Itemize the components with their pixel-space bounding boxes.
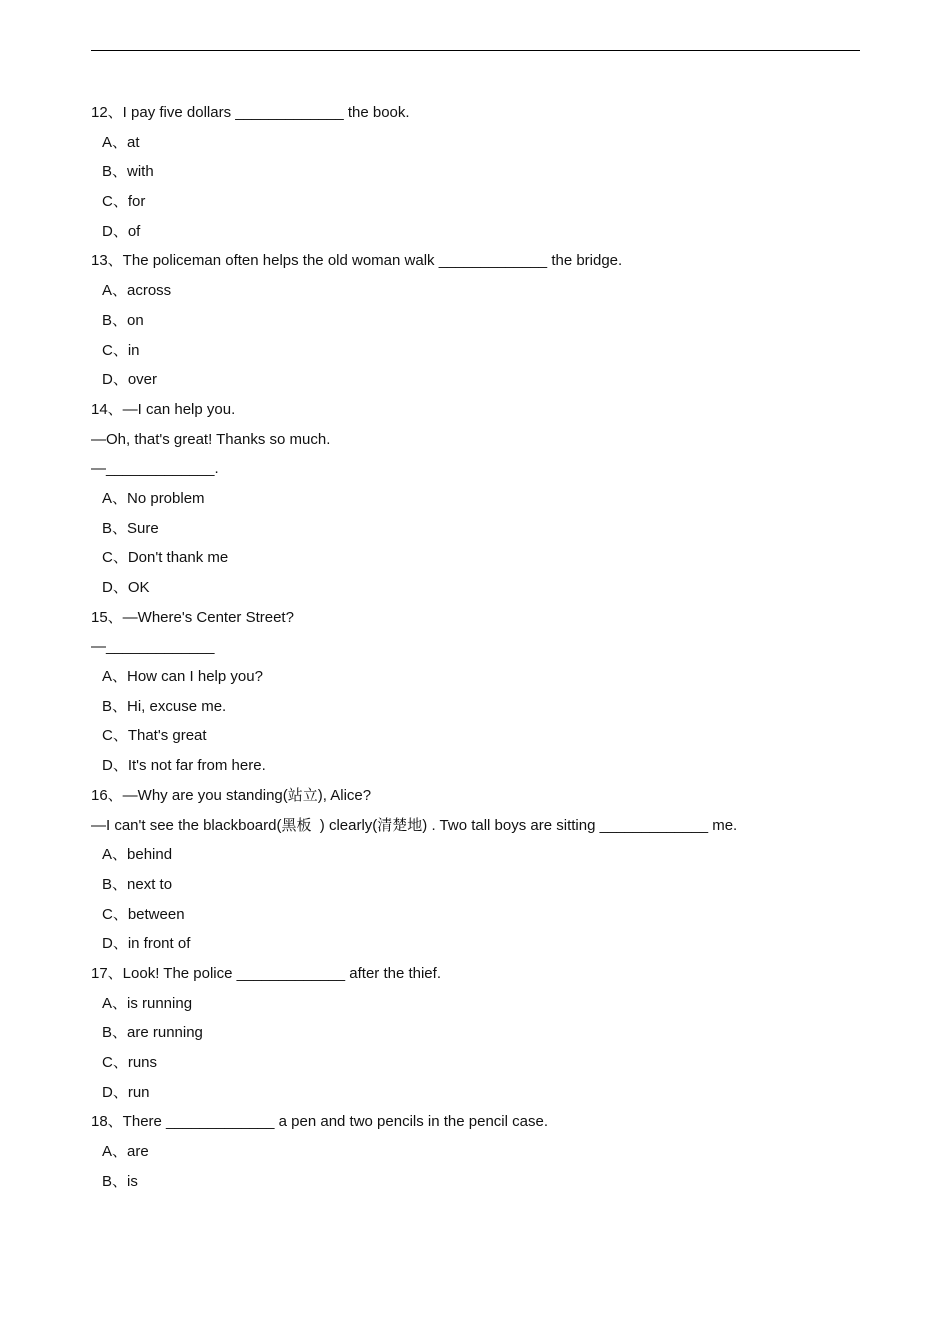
option-a[interactable]: A、are — [102, 1143, 149, 1161]
question-14 — [91, 395, 871, 603]
option-d[interactable]: D、over — [102, 371, 158, 389]
option-d[interactable]: D、run — [102, 1083, 150, 1101]
question-15 — [91, 603, 871, 781]
question-stem: 15、—Where's Center Street? — [91, 608, 294, 626]
option-c[interactable]: C、That's great — [102, 727, 207, 745]
header-rule — [91, 50, 860, 51]
question-stem: 16、—Why are you standing(站立), Alice? — [91, 786, 372, 804]
option-b[interactable]: B、with — [102, 163, 154, 181]
question-stem: 13、The policeman often helps the old woman walk _____________ the bridge. — [91, 252, 623, 270]
question-17 — [91, 959, 871, 1107]
option-a[interactable]: A、at — [102, 133, 140, 151]
dialogue-line: —Oh, that's great! Thanks so much. — [91, 430, 331, 448]
option-d[interactable]: D、in front of — [102, 935, 191, 953]
question-stem: 18、There _____________ a pen and two pencils in the pencil case. — [91, 1113, 548, 1131]
option-a[interactable]: A、behind — [102, 846, 173, 864]
option-a[interactable]: A、across — [102, 282, 172, 300]
question-stem: 17、Look! The police _____________ after the thief. — [91, 964, 441, 982]
dialogue-blank-line: —_____________ — [91, 638, 215, 656]
option-a[interactable]: A、No problem — [102, 489, 205, 507]
option-a[interactable]: A、is running — [102, 994, 193, 1012]
option-a[interactable]: A、How can I help you? — [102, 668, 263, 686]
dialogue-blank-line: —_____________. — [91, 460, 219, 478]
question-stem: 14、—I can help you. — [91, 400, 236, 418]
question-16 — [91, 781, 871, 959]
option-c[interactable]: C、runs — [102, 1054, 158, 1071]
question-stem: 12、I pay five dollars _____________ the book. — [91, 104, 410, 121]
option-c[interactable]: C、for — [102, 193, 146, 211]
question-12 — [91, 98, 871, 246]
question-13 — [91, 246, 871, 394]
option-b[interactable]: B、is — [102, 1172, 138, 1190]
option-d[interactable]: D、of — [102, 222, 141, 240]
option-d[interactable]: D、OK — [102, 579, 150, 596]
option-b[interactable]: B、next to — [102, 875, 173, 893]
option-b[interactable]: B、Sure — [102, 519, 159, 537]
option-c[interactable]: C、between — [102, 905, 185, 923]
option-d[interactable]: D、It's not far from here. — [102, 757, 266, 775]
question-list — [91, 98, 871, 1196]
option-b[interactable]: B、Hi, excuse me. — [102, 697, 227, 715]
option-b[interactable]: B、are running — [102, 1024, 203, 1042]
dialogue-line: —I can't see the blackboard(黑板 ) clearly(清楚地) . Two tall boys are sitting _____________ me. — [91, 816, 738, 834]
option-c[interactable]: C、Don't thank me — [102, 549, 229, 567]
option-b[interactable]: B、on — [102, 311, 144, 329]
option-c[interactable]: C、in — [102, 341, 140, 359]
question-18 — [91, 1107, 871, 1196]
